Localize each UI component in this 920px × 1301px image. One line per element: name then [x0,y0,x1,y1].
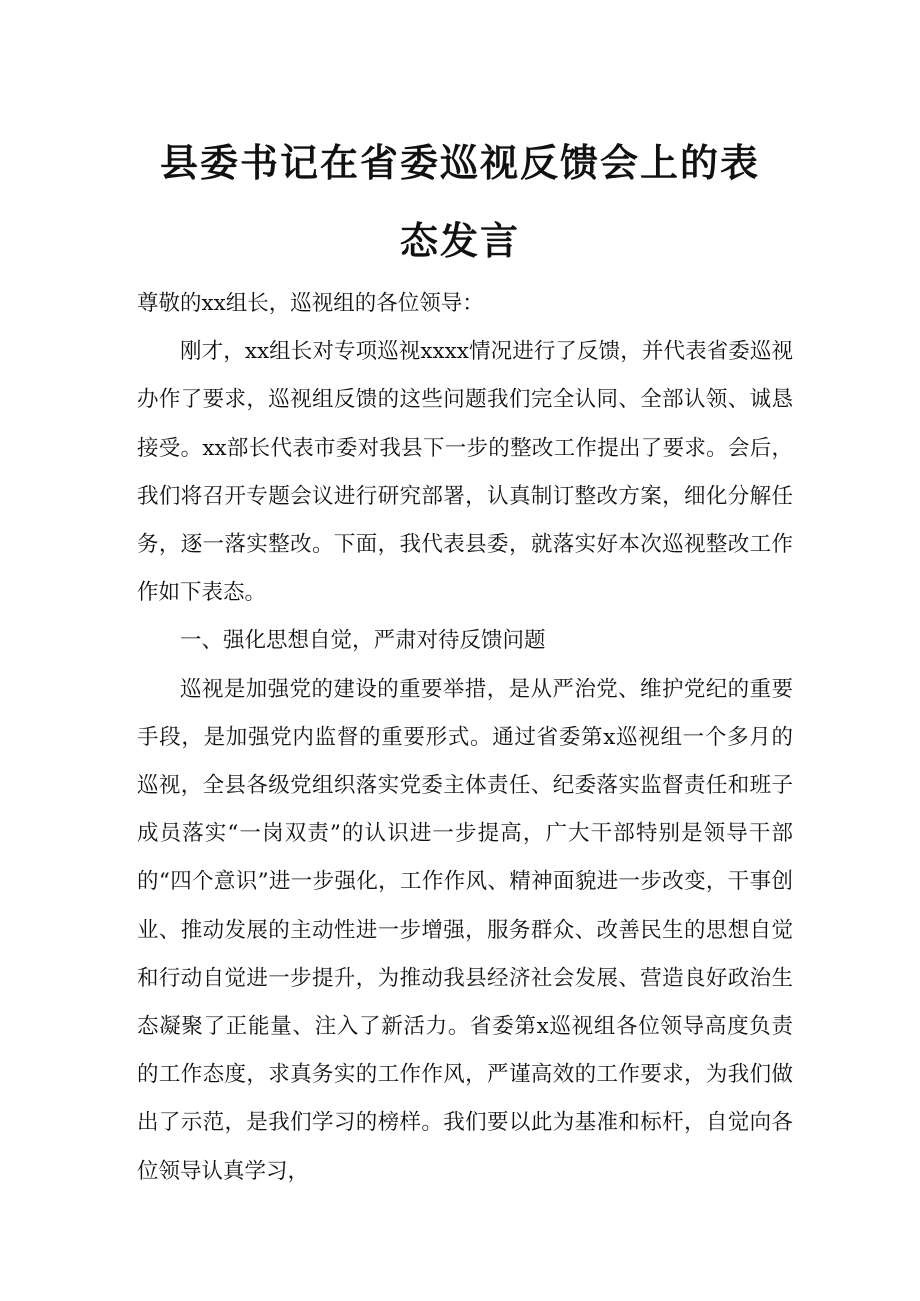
document-title-line-2: 态发言 [399,219,520,263]
section-heading-1: 一、强化思想自觉，严肃对待反馈问题 [180,628,546,654]
document-title-line-1: 县委书记在省委巡视反馈会上的表 [159,141,760,185]
paragraph-1: 刚才，xx组长对专项巡视xxxx情况进行了反馈，并代表省委巡视办作了要求，巡视组反馈的这些问题我们完全认同、全部认领、诚恳接受。xx部长代表市委对我县下一步的整改工作提出了要求。会后，我们将召开专题会议进行研究部署，认真制订整改方案，细化分解任务，逐一落实整改。下面，我代表县委，就落实好本次巡视整改工作作如下表态。 [137,339,793,606]
document-body [137,280,793,1196]
salutation: 尊敬的xx组长，巡视组的各位领导： [137,291,484,316]
paragraph-2: 巡视是加强党的建设的重要举措，是从严治党、维护党纪的重要手段，是加强党内监督的重要形式。通过省委第x巡视组一个多月的巡视，全县各级党组织落实党委主体责任、纪委落实监督责任和班子成员落实“一岗双责”的认识进一步提高，广大干部特别是领导干部的“四个意识”进一步强化，工作作风、精神面貌进一步改变，干事创业、推动发展的主动性进一步增强，服务群众、改善民生的思想自觉和行动自觉进一步提升，为推动我县经济社会发展、营造良好政治生态凝聚了正能量、注入了新活力。省委第x巡视组各位领导高度负责的工作态度，求真务实的工作作风，严谨高效的工作要求，为我们做出了示范，是我们学习的榜样。我们要以此为基准和标杆，自觉向各位领导认真学习， [137,676,793,1184]
